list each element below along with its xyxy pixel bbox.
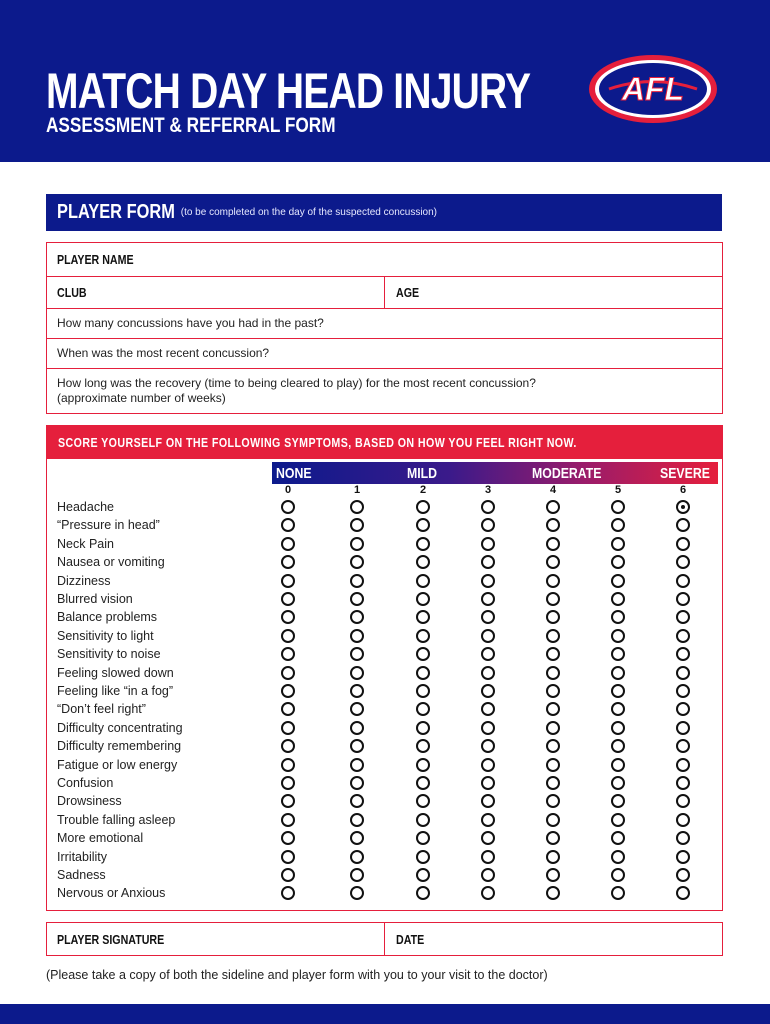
symptom-score-radio[interactable] <box>546 500 560 514</box>
symptom-score-radio[interactable] <box>611 537 625 551</box>
club-label: CLUB <box>57 285 87 300</box>
symptom-score-radio[interactable] <box>676 721 690 735</box>
symptom-score-radio[interactable] <box>611 629 625 643</box>
symptom-score-radio[interactable] <box>611 574 625 588</box>
symptom-label: Sadness <box>57 868 106 882</box>
question-recovery <box>57 376 536 406</box>
severity-none: NONE <box>276 465 312 482</box>
symptom-label: Feeling slowed down <box>57 665 174 680</box>
symptom-label: Nervous or Anxious <box>57 886 166 901</box>
symptom-label: Neck Pain <box>57 536 114 551</box>
symptom-score-radio[interactable] <box>350 537 364 551</box>
player-info-box <box>46 242 723 414</box>
symptom-score-radio[interactable] <box>416 721 430 735</box>
question-recent-concussion: When was the most recent concussion? <box>57 346 270 360</box>
symptom-label: Sensitivity to noise <box>57 647 161 662</box>
symptom-score-radio[interactable] <box>546 776 560 790</box>
symptom-score-radio[interactable] <box>416 758 430 772</box>
symptom-score-radio[interactable] <box>281 500 295 514</box>
symptom-score-radio[interactable] <box>281 684 295 698</box>
symptom-label: Sensitivity to light <box>57 628 154 643</box>
symptom-score-radio[interactable] <box>481 574 495 588</box>
symptom-score-radio[interactable] <box>611 868 625 882</box>
symptom-score-radio[interactable] <box>281 574 295 588</box>
score-number: 1 <box>353 484 361 496</box>
symptom-heading: SCORE YOURSELF ON THE FOLLOWING SYMPTOMS, BASED ON HOW YOU FEEL RIGHT NOW. <box>58 434 577 450</box>
symptom-score-radio[interactable] <box>676 574 690 588</box>
symptom-score-radio[interactable] <box>546 721 560 735</box>
symptom-score-radio[interactable] <box>481 850 495 864</box>
symptom-score-radio[interactable] <box>676 629 690 643</box>
symptom-score-radio[interactable] <box>611 721 625 735</box>
symptom-score-radio[interactable] <box>676 868 690 882</box>
symptom-score-radio[interactable] <box>481 684 495 698</box>
symptom-score-radio[interactable] <box>676 592 690 606</box>
symptom-score-radio[interactable] <box>546 592 560 606</box>
symptom-score-radio[interactable] <box>350 629 364 643</box>
symptom-score-radio[interactable] <box>481 592 495 606</box>
symptom-label: “Don’t feel right” <box>57 702 146 717</box>
player-name-label: PLAYER NAME <box>57 252 134 267</box>
symptom-score-radio[interactable] <box>416 684 430 698</box>
symptom-score-radio[interactable] <box>416 537 430 551</box>
age-label: AGE <box>396 285 420 300</box>
club-age-row <box>47 276 722 309</box>
severity-scale-bar <box>272 462 718 484</box>
symptom-score-radio[interactable] <box>281 850 295 864</box>
symptom-score-radio[interactable] <box>546 574 560 588</box>
symptom-score-radio[interactable] <box>416 850 430 864</box>
severity-severe: SEVERE <box>660 465 710 482</box>
player-form-note: (to be completed on the day of the suspected concussion) <box>180 207 438 218</box>
symptom-score-radio[interactable] <box>416 666 430 680</box>
symptom-score-radio[interactable] <box>546 684 560 698</box>
symptom-label: Confusion <box>57 776 114 790</box>
symptom-label: More emotional <box>57 831 144 846</box>
signature-divider <box>384 923 385 955</box>
symptom-score-radio[interactable] <box>481 666 495 680</box>
symptom-label: Fatigue or low energy <box>57 757 178 772</box>
signature-label: PLAYER SIGNATURE <box>57 932 165 947</box>
symptom-score-radio[interactable] <box>416 592 430 606</box>
recent-concussion-row[interactable] <box>47 338 722 369</box>
symptom-score-radio[interactable] <box>546 813 560 827</box>
symptom-score-radio[interactable] <box>416 868 430 882</box>
symptom-score-radio[interactable] <box>676 500 690 514</box>
page-title: MATCH DAY HEAD INJURY <box>46 63 531 119</box>
symptom-score-radio[interactable] <box>676 684 690 698</box>
question-recovery-line2: (approximate number of weeks) <box>57 391 226 405</box>
symptom-score-radio[interactable] <box>281 758 295 772</box>
symptom-score-radio[interactable] <box>481 537 495 551</box>
symptom-score-radio[interactable] <box>546 758 560 772</box>
symptom-score-radio[interactable] <box>676 850 690 864</box>
question-recovery-line1: How long was the recovery (time to being cleared to play) for the most recent concussion? <box>57 376 536 390</box>
page-subtitle: ASSESSMENT & REFERRAL FORM <box>46 114 336 137</box>
symptom-label: “Pressure in head” <box>57 518 160 533</box>
question-past-concussions: How many concussions have you had in the past? <box>57 316 324 330</box>
symptom-score-radio[interactable] <box>546 868 560 882</box>
symptom-score-radio[interactable] <box>350 813 364 827</box>
symptom-score-radio[interactable] <box>281 629 295 643</box>
symptom-label: Feeling like “in a fog” <box>57 684 174 698</box>
score-number: 0 <box>284 484 292 496</box>
symptom-score-radio[interactable] <box>281 721 295 735</box>
symptom-score-radio[interactable] <box>281 666 295 680</box>
player-form-bar <box>46 194 722 231</box>
date-label: DATE <box>396 932 425 947</box>
symptom-score-radio[interactable] <box>281 868 295 882</box>
symptom-score-radio[interactable] <box>611 592 625 606</box>
symptom-score-radio[interactable] <box>676 666 690 680</box>
symptom-score-radio[interactable] <box>481 758 495 772</box>
symptom-score-radio[interactable] <box>676 537 690 551</box>
score-number: 2 <box>419 484 427 496</box>
symptom-score-radio[interactable] <box>350 592 364 606</box>
symptom-score-radio[interactable] <box>350 776 364 790</box>
symptom-score-radio[interactable] <box>611 666 625 680</box>
symptom-label: Drowsiness <box>57 794 122 809</box>
symptom-score-radio[interactable] <box>481 776 495 790</box>
symptom-label: Trouble falling asleep <box>57 812 176 827</box>
player-name-row[interactable] <box>47 243 722 277</box>
symptom-score-radio[interactable] <box>350 666 364 680</box>
symptom-score-radio[interactable] <box>416 629 430 643</box>
severity-mild: MILD <box>407 465 438 482</box>
symptom-score-radio[interactable] <box>481 629 495 643</box>
symptom-score-radio[interactable] <box>350 500 364 514</box>
symptom-score-radio[interactable] <box>481 721 495 735</box>
symptom-score-radio[interactable] <box>350 758 364 772</box>
symptom-score-radio[interactable] <box>611 850 625 864</box>
symptom-score-radio[interactable] <box>546 537 560 551</box>
score-number: 4 <box>549 484 557 496</box>
symptom-score-radio[interactable] <box>546 629 560 643</box>
symptom-score-radio[interactable] <box>481 868 495 882</box>
symptom-score-radio[interactable] <box>611 813 625 827</box>
page-header <box>0 0 770 162</box>
symptom-label: Nausea or vomiting <box>57 555 165 570</box>
symptom-score-radio[interactable] <box>416 813 430 827</box>
symptom-score-radio[interactable] <box>416 500 430 514</box>
symptom-score-radio[interactable] <box>676 758 690 772</box>
severity-moderate: MODERATE <box>532 465 602 482</box>
signature-box <box>46 922 723 956</box>
symptom-score-radio[interactable] <box>281 813 295 827</box>
symptom-score-radio[interactable] <box>546 666 560 680</box>
symptom-score-radio[interactable] <box>350 574 364 588</box>
symptom-score-radio[interactable] <box>546 850 560 864</box>
bottom-band <box>0 1004 770 1024</box>
symptom-label: Difficulty concentrating <box>57 720 183 735</box>
symptom-label: Dizziness <box>57 573 111 588</box>
score-number: 5 <box>614 484 622 496</box>
symptom-score-radio[interactable] <box>676 776 690 790</box>
symptom-score-radio[interactable] <box>281 537 295 551</box>
symptom-label: Headache <box>57 500 114 514</box>
symptom-score-radio[interactable] <box>350 721 364 735</box>
symptom-score-radio[interactable] <box>281 592 295 606</box>
club-age-divider <box>384 276 385 308</box>
symptom-label: Difficulty remembering <box>57 739 182 754</box>
symptom-score-radio[interactable] <box>611 684 625 698</box>
symptom-label: Balance problems <box>57 610 158 625</box>
score-number: 6 <box>679 484 687 496</box>
concussions-row[interactable] <box>47 308 722 339</box>
footer-note: (Please take a copy of both the sideline and player form with you to your visit to the doctor) <box>46 968 548 982</box>
player-form-heading: PLAYER FORM <box>57 201 175 223</box>
symptom-score-radio[interactable] <box>350 868 364 882</box>
symptom-score-radio[interactable] <box>611 500 625 514</box>
recovery-row[interactable] <box>47 368 722 413</box>
symptom-score-radio[interactable] <box>611 758 625 772</box>
afl-logo <box>587 54 719 124</box>
symptom-score-radio[interactable] <box>416 776 430 790</box>
symptom-score-radio[interactable] <box>481 500 495 514</box>
symptom-score-radio[interactable] <box>676 813 690 827</box>
symptom-score-radio[interactable] <box>611 776 625 790</box>
symptom-score-radio[interactable] <box>350 684 364 698</box>
symptom-score-radio[interactable] <box>416 574 430 588</box>
symptom-label: Irritability <box>57 849 108 864</box>
logo-text: AFL <box>621 71 685 107</box>
symptom-score-radio[interactable] <box>281 776 295 790</box>
symptom-score-radio[interactable] <box>481 813 495 827</box>
score-number: 3 <box>484 484 492 496</box>
symptom-score-radio[interactable] <box>350 850 364 864</box>
symptom-label: Blurred vision <box>57 592 133 606</box>
